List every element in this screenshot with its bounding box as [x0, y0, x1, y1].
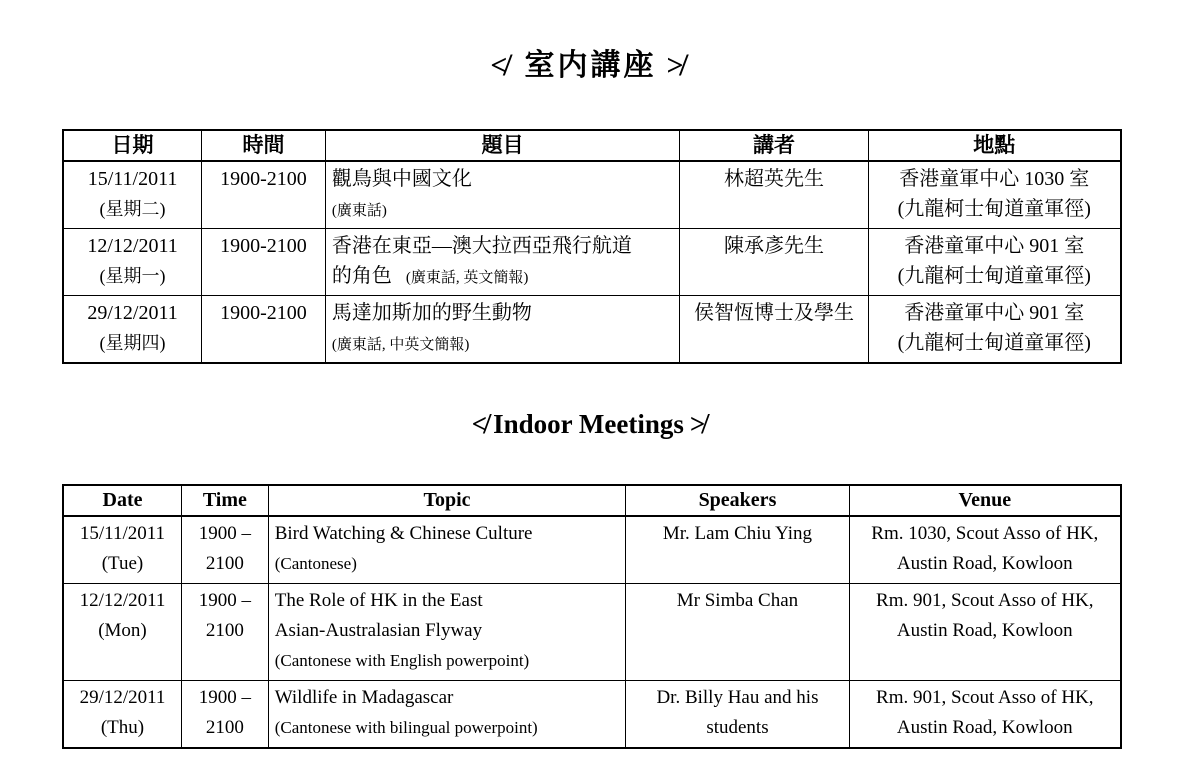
topic-cell — [268, 584, 626, 681]
speakers-cell — [680, 296, 868, 364]
time-end: 2100 — [205, 553, 244, 574]
date-value: 29/12/2011 — [79, 687, 166, 708]
table-row — [63, 161, 1121, 229]
topic-title: Wildlife in Madagascar — [274, 687, 454, 708]
venue-line1: 香港童軍中心 1030 室 — [899, 168, 1090, 190]
topic-language-note: (廣東話, 英文簡報) — [405, 270, 529, 286]
right-arrow-bracket: ≯ — [666, 49, 687, 82]
venue-line1: 香港童軍中心 901 室 — [904, 302, 1085, 324]
time-cell — [181, 584, 268, 681]
time-start: 1900 – — [198, 687, 251, 708]
weekday-value: (星期一) — [99, 266, 166, 286]
speaker-name: Dr. Billy Hau and his — [656, 687, 819, 708]
header-venue: 地點 — [868, 130, 1121, 161]
topic-cell — [268, 681, 626, 749]
weekday-value: (星期四) — [99, 333, 166, 353]
venue-cell — [868, 161, 1121, 229]
topic-title: The Role of HK in the East — [274, 590, 483, 611]
weekday-value: (星期二) — [99, 199, 166, 219]
speaker-name: Mr. Lam Chiu Ying — [662, 523, 813, 544]
topic-language-note: (廣東話) — [331, 203, 387, 219]
date-value: 15/11/2011 — [79, 523, 166, 544]
venue-cell — [868, 296, 1121, 364]
table-row — [63, 229, 1121, 296]
topic-language-note: (Cantonese) — [274, 554, 357, 573]
venue-line1: Rm. 901, Scout Asso of HK, — [876, 590, 1094, 611]
speakers-cell — [626, 681, 849, 749]
speakers-cell — [626, 584, 849, 681]
table-row — [63, 584, 1121, 681]
right-arrow-bracket: ≯ — [689, 409, 706, 439]
topic-title: Bird Watching & Chinese Culture — [274, 523, 533, 544]
table-row — [63, 516, 1121, 584]
speaker-name: Mr Simba Chan — [676, 590, 799, 611]
indoor-lectures-table-chinese — [62, 129, 1122, 364]
time-value: 1900-2100 — [220, 235, 307, 257]
topic-title: 觀鳥與中國文化 — [331, 168, 472, 190]
speakers-cell — [626, 516, 849, 584]
topic-title: 馬達加斯加的野生動物 — [331, 302, 532, 324]
date-cell — [63, 161, 202, 229]
header-venue: Venue — [849, 485, 1121, 516]
weekday-value: (Thu) — [100, 717, 145, 738]
table-row — [63, 681, 1121, 749]
left-arrow-bracket: ≮ — [471, 409, 488, 439]
topic-cell — [325, 161, 679, 229]
topic-title: 香港在東亞—澳大拉西亞飛行航道 — [331, 235, 632, 257]
speakers-cell — [680, 161, 868, 229]
date-value: 15/11/2011 — [87, 168, 178, 190]
topic-language-note: (Cantonese with bilingual powerpoint) — [274, 718, 538, 737]
venue-line2: Austin Road, Kowloon — [896, 553, 1073, 574]
time-start: 1900 – — [198, 590, 251, 611]
venue-cell — [849, 681, 1121, 749]
date-cell — [63, 516, 181, 584]
topic-cell — [325, 229, 679, 296]
venue-line1: Rm. 1030, Scout Asso of HK, — [871, 523, 1099, 544]
speaker-name: 林超英先生 — [723, 168, 824, 190]
header-date: 日期 — [63, 130, 202, 161]
weekday-value: (Tue) — [101, 553, 144, 574]
speakers-cell — [680, 229, 868, 296]
venue-line2: Austin Road, Kowloon — [896, 717, 1073, 738]
section-title-chinese — [0, 0, 1177, 84]
section-title-english — [0, 364, 1177, 440]
venue-cell — [868, 229, 1121, 296]
header-time: Time — [181, 485, 268, 516]
header-speakers: 講者 — [680, 130, 868, 161]
venue-line2: Austin Road, Kowloon — [896, 620, 1073, 641]
date-value: 29/12/2011 — [87, 302, 178, 324]
header-topic: 題目 — [325, 130, 679, 161]
indoor-meetings-table-english — [62, 484, 1122, 749]
topic-cell — [325, 296, 679, 364]
speaker-name-line2: students — [706, 717, 769, 738]
section-title-english-text: Indoor Meetings — [493, 409, 684, 439]
table-row — [63, 296, 1121, 364]
venue-cell — [849, 584, 1121, 681]
date-cell — [63, 296, 202, 364]
venue-line1: 香港童軍中心 901 室 — [904, 235, 1085, 257]
date-value: 12/12/2011 — [87, 235, 178, 257]
topic-cell — [268, 516, 626, 584]
section-title-chinese-text: 室内講座 — [524, 49, 657, 82]
time-cell — [202, 229, 326, 296]
time-cell — [181, 516, 268, 584]
weekday-value: (Mon) — [98, 620, 147, 641]
time-end: 2100 — [205, 620, 244, 641]
date-cell — [63, 681, 181, 749]
time-value: 1900-2100 — [220, 302, 307, 324]
header-time: 時間 — [202, 130, 326, 161]
time-start: 1900 – — [198, 523, 251, 544]
time-value: 1900-2100 — [220, 168, 307, 190]
venue-line2: (九龍柯士甸道童軍徑) — [897, 198, 1091, 220]
date-cell — [63, 229, 202, 296]
speaker-name: 陳承彥先生 — [723, 235, 824, 257]
table-header-row — [63, 485, 1121, 516]
header-date: Date — [63, 485, 181, 516]
topic-title-line2: Asian-Australasian Flyway — [274, 620, 483, 641]
header-speakers: Speakers — [626, 485, 849, 516]
venue-cell — [849, 516, 1121, 584]
topic-language-note: (Cantonese with English powerpoint) — [274, 651, 530, 670]
table-header-row — [63, 130, 1121, 161]
venue-line2: (九龍柯士甸道童軍徑) — [897, 332, 1091, 354]
venue-line1: Rm. 901, Scout Asso of HK, — [876, 687, 1094, 708]
time-cell — [202, 161, 326, 229]
speaker-name: 侯智恆博士及學生 — [693, 302, 854, 324]
header-topic: Topic — [268, 485, 626, 516]
topic-title-line2: 的角色 — [331, 265, 392, 287]
time-end: 2100 — [205, 717, 244, 738]
time-cell — [181, 681, 268, 749]
date-cell — [63, 584, 181, 681]
topic-language-note: (廣東話, 中英文簡報) — [331, 337, 470, 353]
time-cell — [202, 296, 326, 364]
date-value: 12/12/2011 — [79, 590, 166, 611]
venue-line2: (九龍柯士甸道童軍徑) — [897, 265, 1091, 287]
left-arrow-bracket: ≮ — [490, 49, 511, 82]
